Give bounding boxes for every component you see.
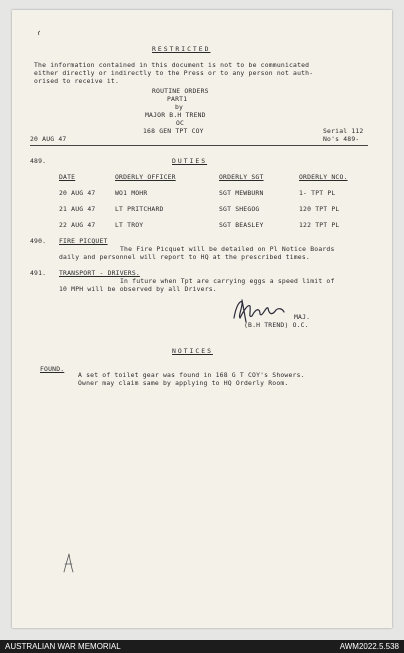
pencil-mark: [60, 552, 76, 574]
intro-line-1: The information contained in this document is not to be communicated: [34, 61, 310, 69]
duty-row-2-officer: LT PRITCHARD: [115, 205, 164, 213]
duty-row-2-date: 21 AUG 47: [59, 205, 96, 213]
intro-line-2: either directly or indirectly to the Press or to any person not auth-: [34, 69, 314, 77]
major-name: MAJOR B.H TREND: [145, 111, 206, 119]
fire-picquet-line-1: The Fire Picquet will be detailed on Pl Notice Boards: [120, 245, 335, 253]
duties-header-nco: ORDERLY NCO.: [299, 173, 348, 181]
found-label: FOUND.: [40, 365, 65, 373]
by-label: by: [175, 103, 184, 111]
duties-header-date: DATE: [59, 173, 76, 181]
duty-row-1-sgt: SGT MEWBURN: [219, 189, 264, 197]
transport-number: 491.: [30, 269, 47, 277]
fire-picquet-line-2: daily and personnel will report to HQ at the prescribed times.: [59, 253, 310, 261]
order-numbers: No's 489-: [323, 135, 360, 143]
document-page: [12, 10, 392, 628]
duties-header-sgt: ORDERLY SGT: [219, 173, 264, 181]
found-line-1: A set of toilet gear was found in 168 G T COY's Showers.: [78, 371, 305, 379]
signature-name: (B.H TREND) O.C.: [244, 321, 309, 329]
restricted-heading: RESTRICTED: [152, 45, 211, 53]
duty-row-1-officer: WO1 MOHR: [115, 189, 148, 197]
signature: [230, 296, 300, 324]
duties-title: DUTIES: [172, 157, 208, 165]
unit-name: 168 GEN TPT COY: [143, 127, 204, 135]
footer-institution: AUSTRALIAN WAR MEMORIAL: [5, 642, 121, 651]
oc-label: OC: [176, 119, 185, 127]
fire-picquet-number: 490.: [30, 237, 47, 245]
stray-mark: [36, 30, 42, 36]
archive-footer: [0, 640, 404, 653]
order-date: 20 AUG 47: [30, 135, 67, 143]
duty-row-2-sgt: SGT SHEGOG: [219, 205, 260, 213]
footer-reference: AWM2022.5.538: [339, 642, 399, 651]
found-line-2: Owner may claim same by applying to HQ Orderly Room.: [78, 379, 289, 387]
transport-line-1: In future when Tpt are carrying eggs a speed limit of: [120, 277, 335, 285]
duty-row-3-officer: LT TROY: [115, 221, 144, 229]
duty-row-3-date: 22 AUG 47: [59, 221, 96, 229]
transport-line-2: 10 MPH will be observed by all Drivers.: [59, 285, 217, 293]
signature-rank: MAJ.: [294, 313, 311, 321]
serial-number: Serial 112: [323, 127, 364, 135]
duty-row-3-sgt: SGT BEASLEY: [219, 221, 264, 229]
duty-row-1-nco: 1- TPT PL: [299, 189, 336, 197]
duty-row-1-date: 20 AUG 47: [59, 189, 96, 197]
routine-orders-title: ROUTINE ORDERS: [152, 87, 209, 95]
fire-picquet-title: FIRE PICQUET: [59, 237, 108, 245]
duty-row-2-nco: 120 TPT PL: [299, 205, 340, 213]
duties-number: 489.: [30, 157, 47, 165]
transport-title: TRANSPORT - DRIVERS.: [59, 269, 140, 277]
part-label: PART1: [167, 95, 188, 103]
notices-title: NOTICES: [172, 347, 213, 355]
duties-header-officer: ORDERLY OFFICER: [115, 173, 176, 181]
duty-row-3-nco: 122 TPT PL: [299, 221, 340, 229]
intro-line-3: orised to receive it.: [34, 77, 119, 85]
header-divider: [30, 145, 368, 146]
